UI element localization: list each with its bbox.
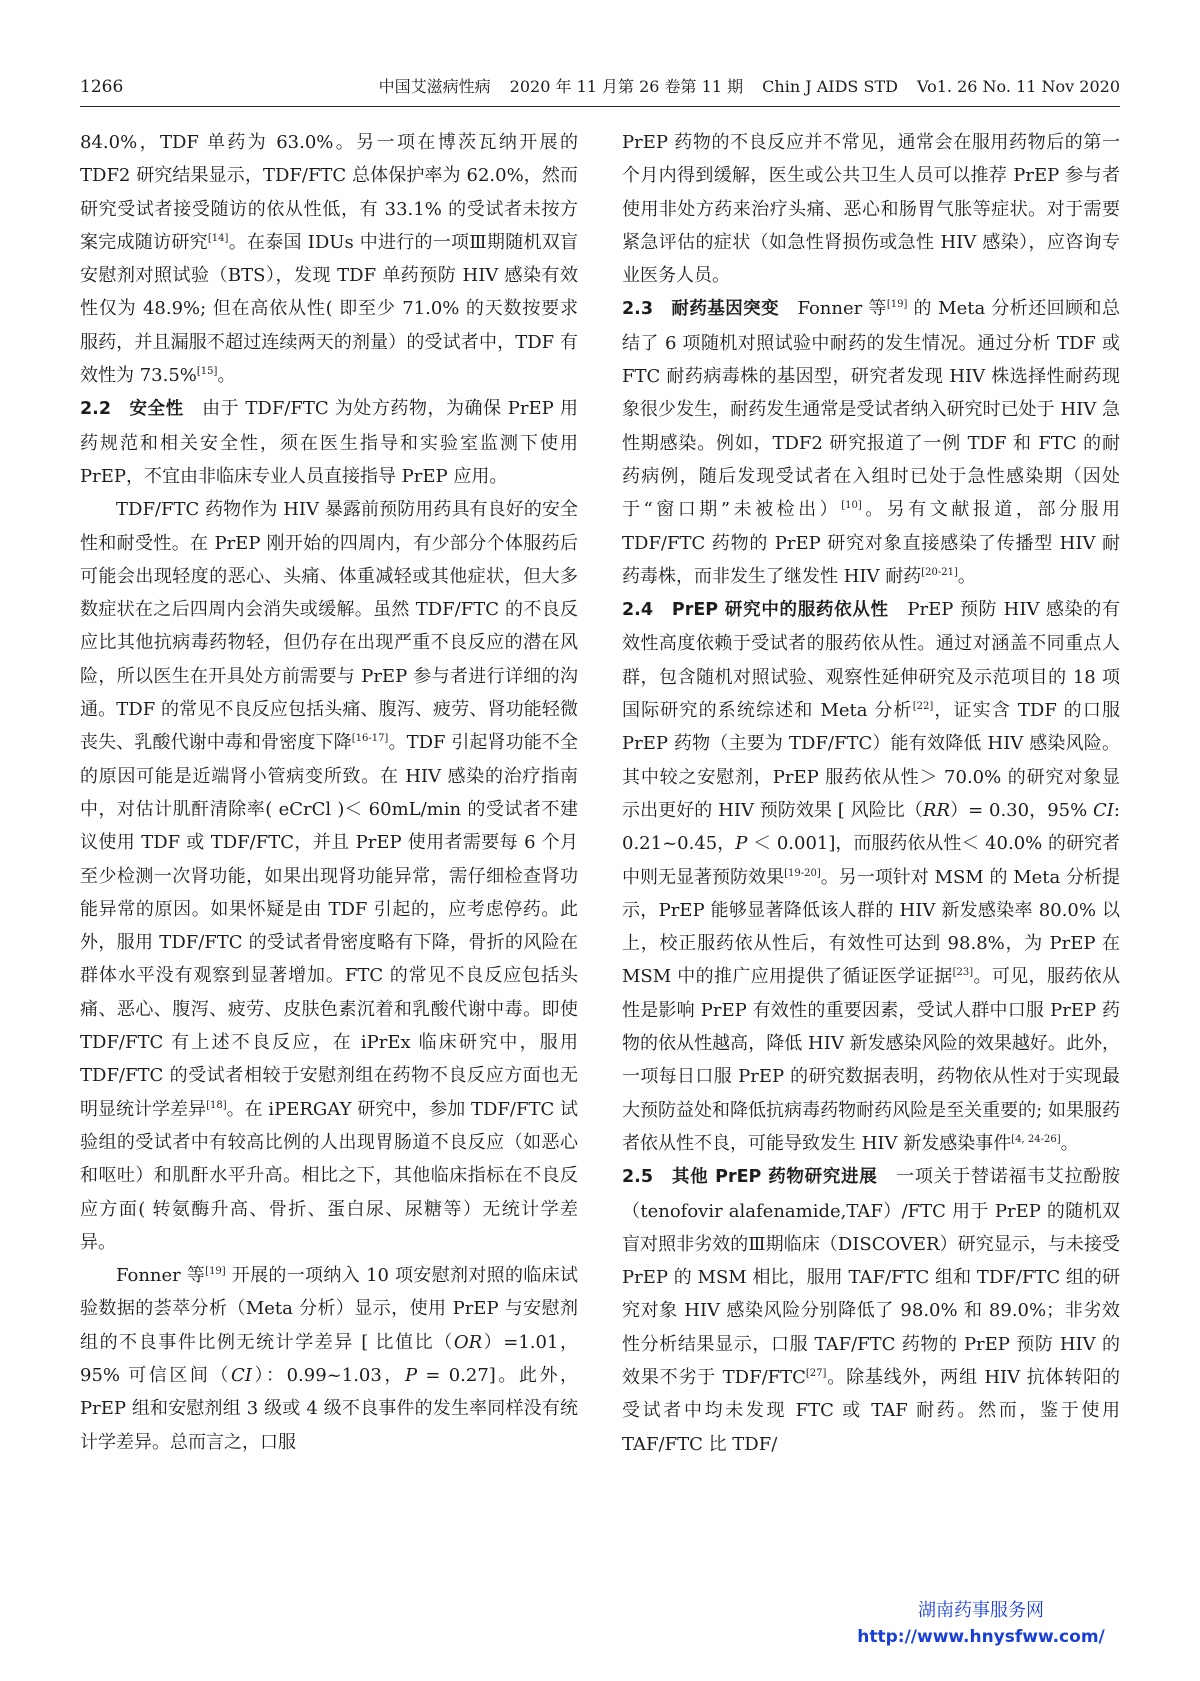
paragraph <box>80 1259 578 1459</box>
body-text: : 0.21~0.45， <box>622 799 1120 855</box>
watermark <box>816 1598 1146 1650</box>
body-text: = 0.27]。此外，PrEP 组和安慰剂组 3 级或 4 级不良事件的发生率同样没有统计学差异。总而言之，口服 <box>80 1364 578 1453</box>
body-text: 开展的一项纳入 10 项安慰剂对照的临床试验数据的荟萃分析（Meta 分析）显示，使用 PrEP 与安慰剂组的不良事件比例无统计学差异 [ 比值比（ <box>80 1265 578 1353</box>
paragraph <box>622 126 1120 292</box>
body-text: 。可见，服药依从性是影响 PrEP 有效性的重要因素，受试人群中口服 PrEP 药物的依从性越高，降低 HIV 新发感染风险的效果越好。此外，一项每日口服 PrEP 的研究数据表明，药物依从性对于实现最大预防益处和降低抗病毒药物耐药风险是至关重要的; 如果服药者依从性不良，可能导致发生 HIV 新发感染事件 <box>622 966 1121 1154</box>
italic-term: P <box>404 1364 418 1386</box>
italic-term: CI <box>231 1364 252 1386</box>
journal-info <box>365 72 1120 102</box>
section-heading: 2.2 安全性 <box>80 399 184 420</box>
body-text: 。在泰国 IDUs 中进行的一项Ⅲ期随机双盲安慰剂对照试验（BTS），发现 TDF 单药预防 HIV 感染有效性仅为 48.9%; 但在高依从性( 即至少 71.0% 的天数按要求服药，并且漏服不超过连续两天的剂量）的受试者中，TDF 有效性为 73.5% <box>80 231 579 387</box>
italic-term: RR <box>922 799 950 821</box>
citation: [23] <box>952 967 974 979</box>
body-text: PrEP 药物的不良反应并不常见，通常会在服用药物后的第一个月内得到缓解，医生或公共卫生人员可以推荐 PrEP 参与者使用非处方药来治疗头痛、恶心和肠胃气胀等症状。对于需要紧急评估的症状（如急性肾损伤或急性 HIV 感染），应咨询专业医务人员。 <box>622 132 1120 287</box>
body-text: Fonner 等 <box>116 1265 206 1287</box>
citation: [15] <box>196 366 218 378</box>
body-text: 。另一项针对 MSM 的 Meta 分析提示，PrEP 能够显著降低该人群的 HIV 新发感染率 80.0% 以上，校正服药依从性后，有效性可达到 98.8%，为 PrEP 在 MSM 中的推广应用提供了循证医学证据 <box>622 866 1120 988</box>
paragraph <box>80 392 578 493</box>
body-text: 。 <box>957 565 976 587</box>
citation: [27] <box>805 1367 827 1379</box>
paragraph <box>80 493 578 1259</box>
right-column <box>622 126 1120 1461</box>
paragraph <box>622 593 1120 1160</box>
paragraph <box>622 1160 1120 1461</box>
citation: [19-20] <box>784 867 821 879</box>
body-text: 由于 TDF/FTC 为处方药物，为确保 PrEP 用药规范和相关安全性，须在医生指导和实验室监测下使用 PrEP，不宜由非临床专业人员直接指导 PrEP 应用。 <box>80 398 578 487</box>
italic-term: OR <box>453 1331 483 1353</box>
issue-en: Vo1. 26 No. 11 Nov 2020 <box>917 77 1120 96</box>
citation: [10] <box>841 500 862 512</box>
watermark-name: 湖南药事服务网 <box>918 1600 1044 1621</box>
header-rule <box>80 106 1120 107</box>
citation: [4, 24-26] <box>1011 1133 1061 1145</box>
page-number: 1266 <box>80 77 124 97</box>
italic-term: CI <box>1093 799 1114 821</box>
body-text: 一项关于替诺福韦艾拉酚胺（tenofovir alafenamide,TAF）/FTC 用于 PrEP 的随机双盲对照非劣效的Ⅲ期临床（DISCOVER）研究显示，与未接受 PrEP 的 MSM 相比，服用 TAF/FTC 组和 TDF/FTC 组的研究对象 HIV 感染风险分别降低了 98.0% 和 89.0%；非劣效性分析结果显示，口服 TAF/FTC 药物的 PrEP 预防 HIV 的效果不劣于 TDF/FTC <box>622 1166 1120 1388</box>
section-heading: 2.4 PrEP 研究中的服药依从性 <box>622 600 889 621</box>
citation: [22] <box>912 701 934 713</box>
body-text: 。TDF 引起肾功能不全的原因可能是近端肾小管病变所致。在 HIV 感染的治疗指南中，对估计肌酐清除率( eCrCl )＜ 60mL/min 的受试者不建议使用 TDF 或 TDF/FTC，并且 PrEP 使用者需要每 6 个月至少检测一次肾功能，如果出现肾功能异常，需仔细检查肾功能异常的原因。如果怀疑是由 TDF 引起的，应考虑停药。此外，服用 TDF/FTC 的受试者骨密度略有下降，骨折的风险在群体水平没有观察到显著增加。FTC 的常见不良反应包括头痛、恶心、腹泻、疲劳、皮肤色素沉着和乳酸代谢中毒。即使 TDF/FTC 有上述不良反应，在 iPrEx 临床研究中，服用 TDF/FTC 的受试者相较于安慰剂组在药物不良反应方面也无明显统计学差异 <box>80 732 579 1120</box>
section-heading: 2.3 耐药基因突变 <box>622 299 780 320</box>
body-text: Fonner 等 <box>779 298 887 320</box>
italic-term: P <box>735 833 748 855</box>
body-text: 84.0%，TDF 单药为 63.0%。另一项在博茨瓦纳开展的 TDF2 研究结果显示，TDF/FTC 总体保护率为 62.0%，然而研究受试者接受随访的依从性低，有 33.1% 的受试者未按方案完成随访研究 <box>80 132 578 253</box>
paragraph <box>80 126 578 392</box>
body-text: 。在 iPERGAY 研究中，参加 TDF/FTC 试验组的受试者中有较高比例的人出现胃肠道不良反应（如恶心和呕吐）和肌酐水平升高。相比之下，其他临床指标在不良反应方面( 转氨酶升高、骨折、蛋白尿、尿糖等）无统计学差异。 <box>80 1098 578 1253</box>
watermark-url[interactable]: http://www.hnysfww.com/ <box>857 1627 1105 1647</box>
body-text: 。另有文献报道，部分服用 TDF/FTC 药物的 PrEP 研究对象直接感染了传播型 HIV 耐药毒株，而非发生了继发性 HIV 耐药 <box>622 499 1121 587</box>
journal-name-en: Chin J AIDS STD <box>762 77 898 96</box>
section-heading: 2.5 其他 PrEP 药物研究进展 <box>622 1167 878 1188</box>
body-text: ）：0.99~1.03， <box>251 1364 405 1386</box>
running-header <box>80 72 1120 102</box>
body-text: ，证实含 TDF 的口服 PrEP 药物（主要为 TDF/FTC）能有效降低 HIV 感染风险。其中较之安慰剂，PrEP 服药依从性＞ 70.0% 的研究对象显示出更好的 HIV 预防效果 [ 风险比（ <box>622 700 1120 821</box>
paragraph <box>622 292 1120 593</box>
body-text: 。 <box>1060 1132 1079 1154</box>
issue-cn: 2020 年 11 月第 26 卷第 11 期 <box>509 77 744 96</box>
citation: [14] <box>207 232 229 244</box>
body-text: TDF/FTC 药物作为 HIV 暴露前预防用药具有良好的安全性和耐受性。在 PrEP 刚开始的四周内，有少部分个体服药后可能会出现轻度的恶心、头痛、体重减轻或其他症状，但大多数症状在之后四周内会消失或缓解。虽然 TDF/FTC 的不良反应比其他抗病毒药物轻，但仍存在出现严重不良反应的潜在风险，所以医生在开具处方前需要与 PrEP 参与者进行详细的沟通。TDF 的常见不良反应包括头痛、腹泻、疲劳、肾功能轻微丧失、乳酸代谢中毒和骨密度下降 <box>80 499 578 754</box>
body-text: 。除基线外，两组 HIV 抗体转阳的受试者中均未发现 FTC 或 TAF 耐药。然而，鉴于使用 TAF/FTC 比 TDF/ <box>622 1366 1120 1455</box>
citation: [18] <box>206 1099 227 1111</box>
body-text: 的 Meta 分析还回顾和总结了 6 项随机对照试验中耐药的发生情况。通过分析 TDF 或 FTC 耐药病毒株的基因型，研究者发现 HIV 株选择性耐药现象很少发生，耐药发生通常是受试者纳入研究时已处于 HIV 急性期感染。例如，TDF2 研究报道了一例 TDF 和 FTC 的耐药病例，随后发现受试者在入组时已处于急性感染期（因处于“窗口期”未被检出） <box>622 298 1120 521</box>
left-column <box>80 126 578 1459</box>
body-text: ＜ 0.001]，而服药依从性＜ 40.0% 的研究者中则无显著预防效果 <box>622 833 1120 888</box>
body-text: 。 <box>217 365 236 387</box>
body-text: ）=1.01，95% 可信区间（ <box>80 1331 578 1386</box>
citation: [16-17] <box>351 733 389 745</box>
journal-name-cn: 中国艾滋病性病 <box>378 77 491 96</box>
citation: [20-21] <box>921 566 958 578</box>
citation: [19] <box>205 1266 226 1278</box>
citation: [19] <box>886 299 908 311</box>
body-text: PrEP 预防 HIV 感染的有效性高度依赖于受试者的服药依从性。通过对涵盖不同重点人群，包含随机对照试验、观察性延伸研究及示范项目的 18 项国际研究的系统综述和 Meta 分析 <box>622 599 1120 722</box>
body-text: ）= 0.30，95% <box>950 799 1094 821</box>
